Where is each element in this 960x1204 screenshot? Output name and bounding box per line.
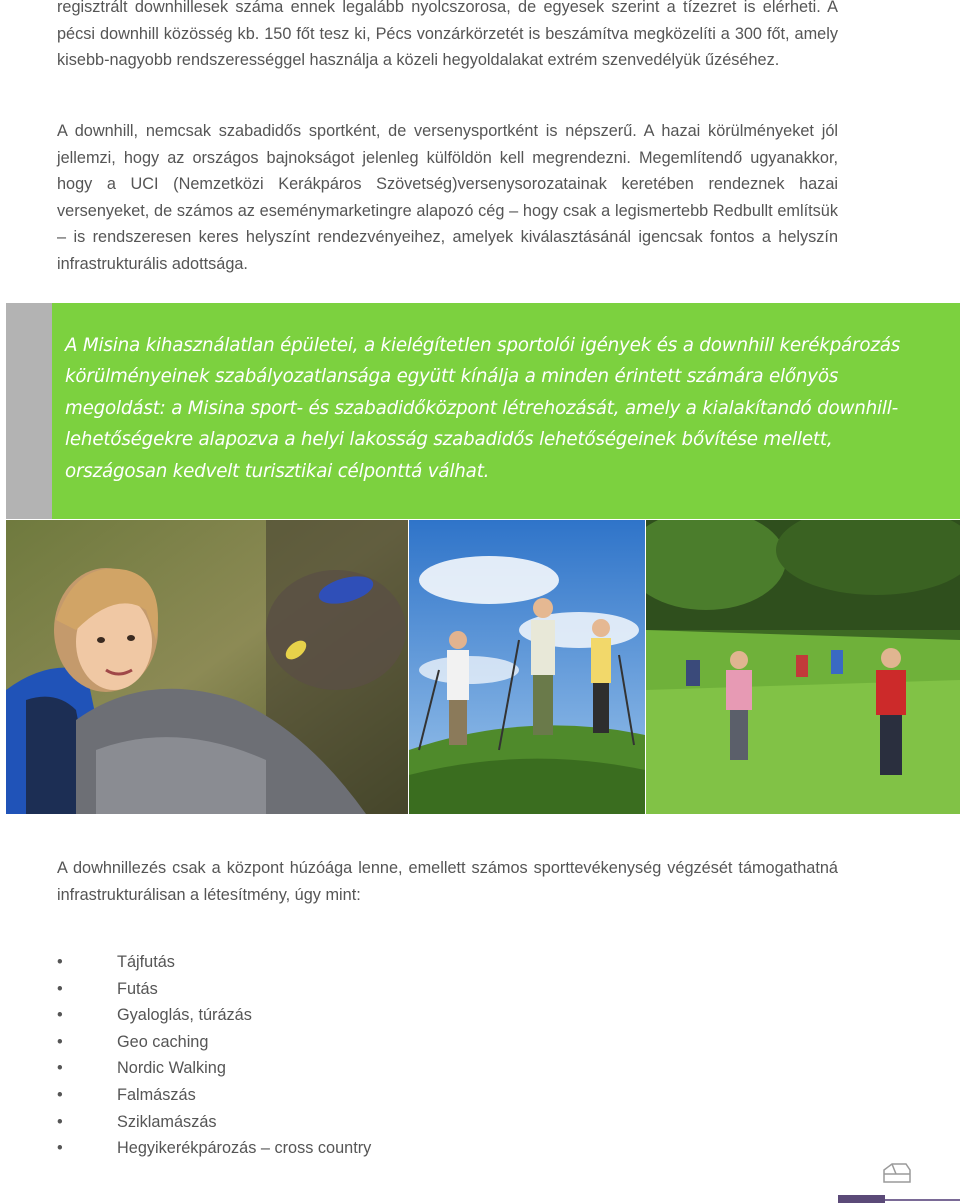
list-item: • Sziklamászás: [57, 1109, 371, 1136]
callout-side-bar: [6, 303, 52, 519]
footer-rule: [885, 1199, 960, 1201]
bullet-icon: •: [57, 1032, 63, 1051]
intro-paragraph: regisztrált downhillesek száma ennek legalább nyolcszorosa, de egyesek szerint a tízezret is elérheti. A pécsi downhill közösség kb. 150 főt tesz ki, Pécs vonzárkörzetét is beszámítva megközelíti a 300 főt, amely kisebb-nagyobb rendszerességgel használja a közeli hegyoldalakat extrém szenvedélyük űzéséhez.: [57, 0, 838, 70]
list-item: • Nordic Walking: [57, 1055, 371, 1082]
bullet-icon: •: [57, 1006, 63, 1025]
list-item: • Gyaloglás, túrázás: [57, 1002, 371, 1029]
downhill-paragraph: A downhill, nemcsak szabadidős sportként, de versenysportként is népszerű. A hazai körülményeket jól jellemzi, hogy az országos bajnokságot jelenleg külföldön kell megrendezni. Megemlítendő ugyanakkor, hogy a UCI (Nemzetközi Kerákpáros Szövetség)versenysorozatainak keretében rendeznek hazai versenyeket, de számos az eseménymarketingre alapozó cég – hogy csak a legismertebb Redbullt említsük – is rendszeresen keres helyszínt rendezvényeihez, amelyek kiválasztásánál igencsak fontos a helyszín infrastrukturális adottsága.: [57, 122, 838, 273]
callout-text: A Misina kihasználatlan épületei, a kielégítetlen sportolói igények és a downhill kerékpározás körülményeinek szabályozatlansága együtt kínálja a minden érintett számára előnyös megoldást: a Misina sport- és szabadidőközpont létrehozását, amely a kialakítandó downhill-lehetőségekre alapozva a helyi lakosság szabadidős lehetőségeinek bővítése mellett, országosan kedvelt turisztikai célponttá válhat.: [65, 335, 901, 482]
footer-accent-bar: [838, 1195, 885, 1203]
list-item: • Futás: [57, 976, 371, 1003]
photo-hikers-field: [646, 520, 960, 814]
activities-list: [57, 949, 371, 1162]
list-item: • Geo caching: [57, 1029, 371, 1056]
list-item: • Falmászás: [57, 1082, 371, 1109]
page-corner-icon: [880, 1160, 914, 1186]
bullet-icon: •: [57, 1112, 63, 1131]
callout-box: [52, 303, 960, 519]
bullet-icon: •: [57, 979, 63, 998]
list-item: • Hegyikerékpározás – cross country: [57, 1135, 371, 1162]
photo-geocaching-woman: [6, 520, 408, 814]
bullet-icon: •: [57, 953, 63, 971]
photo-nordic-walking: [409, 520, 645, 814]
activities-intro-paragraph: A dowhnillezés csak a központ húzóága lenne, emellett számos sporttevékenység végzését támogathatná infrastrukturálisan a létesítmény, úgy mint:: [57, 859, 838, 904]
bullet-icon: •: [57, 1085, 63, 1104]
bullet-icon: •: [57, 1139, 63, 1158]
bullet-icon: •: [57, 1059, 63, 1078]
list-item: • Tájfutás: [57, 949, 371, 976]
